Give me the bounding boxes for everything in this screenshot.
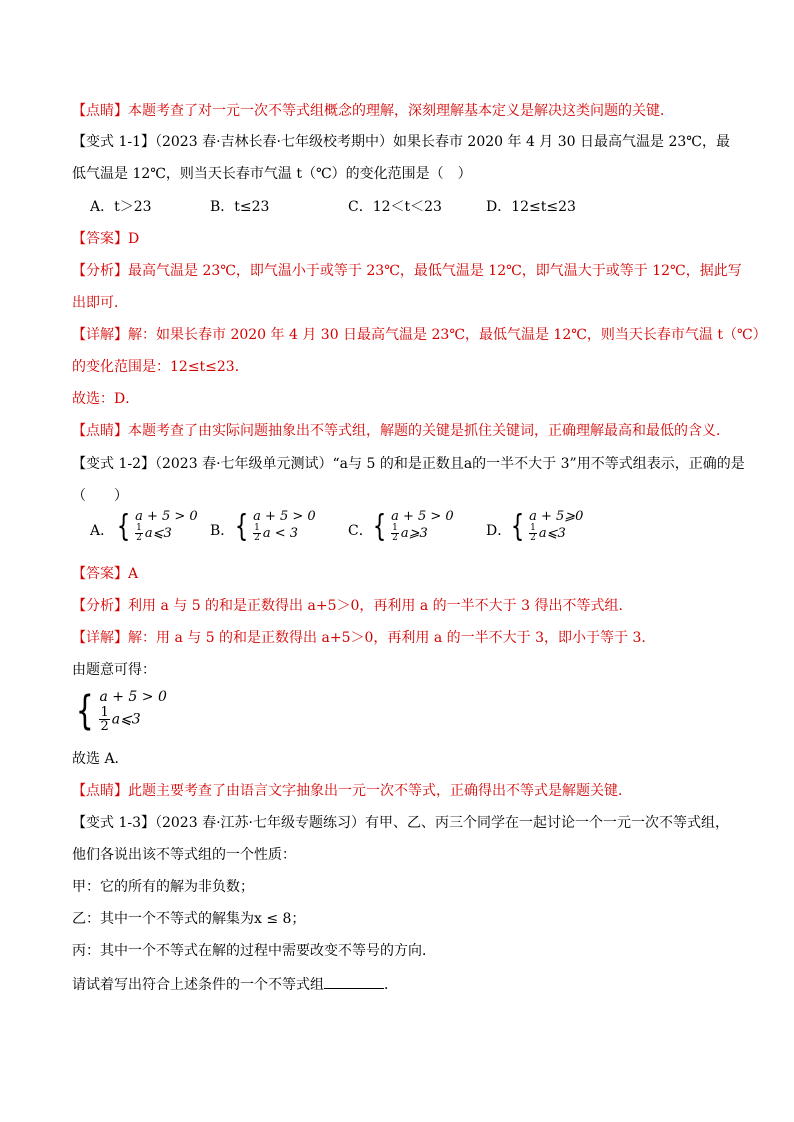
option-a-label: A．: [90, 523, 115, 539]
inequality-top: a + 5 > 0: [99, 689, 167, 705]
question-1-3-line-2: 他们各说出该不等式组的一个性质：: [72, 847, 296, 863]
option-d-system: [508, 510, 583, 543]
summary-1-1: 【点睛】本题考查了由实际问题抽象出不等式组，解题的关键是抓住关键词，正确理解最高和最低的含义．: [72, 423, 730, 439]
derived-system: [72, 688, 167, 733]
question-1-1-options: [90, 198, 650, 216]
inequality-bottom: $\frac{1}{2}$ a < 3: [254, 523, 299, 543]
question-1-3-prompt: [72, 974, 398, 994]
question-1-3-line-1: 【变式 1-3】（2023 春·江苏·七年级专题练习）有甲、乙、丙三个同学在一起讨论一个一元一次不等式组，: [72, 815, 729, 831]
inequality-bottom: $\frac{1}{2}$ a⩽3: [530, 523, 566, 543]
analysis-1-2: 【分析】利用 a 与 5 的和是正数得出 a+5＞0，再利用 a 的一半不大于 3 得出不等式组．: [72, 598, 633, 614]
inequality-top: a + 5 > 0: [391, 509, 454, 524]
option-c: C．12＜t＜23: [348, 199, 442, 215]
inequality-bottom: $\frac{1}{2}$ a⩾3: [392, 523, 428, 543]
analysis-1-1-line-2: 出即可．: [72, 295, 128, 311]
question-1-1-line-2: 低气温是 12℃，则当天长春市气温 t（℃）的变化范围是（ ）: [72, 166, 472, 182]
prompt-text: 请试着写出符合上述条件的一个不等式组: [72, 977, 324, 993]
derivation-intro: 由题意可得：: [72, 662, 156, 678]
choice-1-2: 故选 A．: [72, 751, 129, 767]
option-b: B．t≤23: [210, 199, 270, 215]
statement-yi: 乙：其中一个不等式的解集为x ≤ 8；: [72, 911, 306, 927]
answer-blank[interactable]: [324, 974, 384, 989]
option-c-label: C．: [348, 523, 373, 539]
analysis-1-1-line-1: 【分析】最高气温是 23℃，即气温小于或等于 23℃，最低气温是 12℃，即气温大于或等于 12℃，据此写: [72, 263, 742, 279]
inequality-top: a + 5 > 0: [253, 509, 316, 524]
answer-1-2: 【答案】A: [72, 566, 139, 582]
answer-1-1: 【答案】D: [72, 231, 140, 247]
option-a: A．t＞23: [90, 199, 152, 215]
prompt-end: ．: [384, 977, 398, 993]
summary-line-1: 【点睛】本题考查了对一元一次不等式组概念的理解，深刻理解基本定义是解决这类问题的关键．: [72, 103, 674, 119]
detail-1-1-line-2: 的变化范围是：12≤t≤23．: [72, 359, 249, 375]
inequality-top: a + 5⩾0: [529, 509, 584, 524]
option-d: D．12≤t≤23: [486, 199, 576, 215]
statement-bing: 丙：其中一个不等式在解的过程中需要改变不等号的方向．: [72, 943, 436, 959]
option-b-label: B．: [210, 523, 235, 539]
brace-icon: {: [116, 508, 131, 544]
question-1-1-line-1: 【变式 1-1】（2023 春·吉林长春·七年级校考期中）如果长春市 2020 年 4 月 30 日最高气温是 23℃，最: [72, 134, 730, 150]
brace-icon: {: [372, 508, 387, 544]
option-d-label: D．: [486, 523, 512, 539]
detail-1-2: 【详解】解：用 a 与 5 的和是正数得出 a+5＞0，再利用 a 的一半不大于 3，即小于等于 3．: [72, 630, 656, 646]
brace-icon: {: [510, 508, 525, 544]
brace-icon: {: [234, 508, 249, 544]
statement-jia: 甲：它的所有的解为非负数；: [72, 879, 254, 895]
choice-1-1: 故选：D．: [72, 391, 140, 407]
question-1-2-line-1: 【变式 1-2】（2023 春·七年级单元测试）“a与 5 的和是正数且a的一半不大于 3”用不等式组表示，正确的是: [72, 456, 745, 472]
brace-icon: {: [75, 687, 94, 734]
question-1-2-line-2: （ ）: [72, 488, 128, 504]
summary-1-2: 【点睛】此题主要考查了由语言文字抽象出一元一次不等式，正确得出不等式是解题关键．: [72, 783, 632, 799]
detail-1-1-line-1: 【详解】解：如果长春市 2020 年 4 月 30 日最高气温是 23℃，最低气温是 12℃，则当天长春市气温 t（℃）: [72, 327, 767, 343]
inequality-top: a + 5 > 0: [135, 509, 198, 524]
option-b-system: [232, 510, 316, 543]
inequality-bottom: $\frac{1}{2}$ a⩽3: [136, 523, 172, 543]
option-a-system: [114, 510, 198, 543]
option-c-system: [370, 510, 454, 543]
inequality-bottom: $\frac{1}{2}$ a⩽3: [100, 705, 141, 734]
